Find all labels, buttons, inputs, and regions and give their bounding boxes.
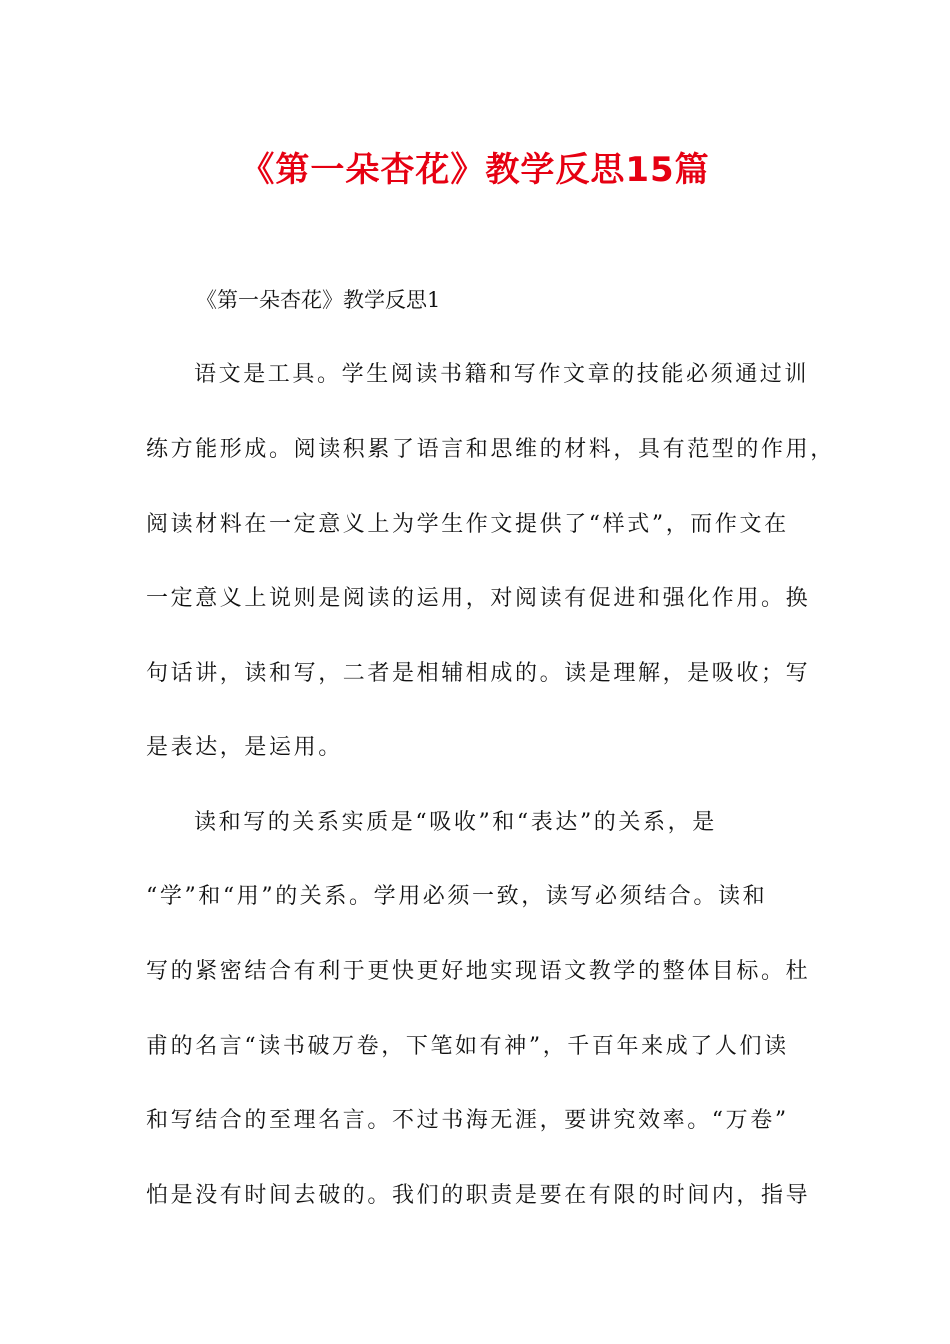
paragraph-1-line: 是表达，是运用。	[146, 735, 343, 760]
document-title: 《第一朵杏花》教学反思15篇	[240, 150, 710, 190]
paragraph-1-line: 阅读材料在一定意义上为学生作文提供了“样式”，而作文在	[146, 512, 789, 537]
paragraph-2-line: 写的紧密结合有利于更快更好地实现语文教学的整体目标。杜	[146, 959, 811, 984]
paragraph-1-line: 练方能形成。阅读积累了语言和思维的材料，具有范型的作用，	[146, 437, 835, 462]
paragraph-2-line: 甫的名言“读书破万卷，下笔如有神”，千百年来成了人们读	[146, 1034, 789, 1059]
paragraph-1-line: 语文是工具。学生阅读书籍和写作文章的技能必须通过训	[194, 362, 810, 387]
paragraph-2-line: 怕是没有时间去破的。我们的职责是要在有限的时间内，指导	[146, 1183, 811, 1208]
paragraph-1-line: 一定意义上说则是阅读的运用，对阅读有促进和强化作用。换	[146, 586, 811, 611]
paragraph-2-line: “学”和“用”的关系。学用必须一致，读写必须结合。读和	[146, 884, 768, 909]
paragraph-1-line: 句话讲，读和写，二者是相辅相成的。读是理解，是吸收；写	[146, 661, 811, 686]
section-heading: 《第一朵杏花》教学反思1	[196, 288, 441, 312]
paragraph-2-line: 读和写的关系实质是“吸收”和“表达”的关系，是	[194, 810, 717, 835]
paragraph-2-line: 和写结合的至理名言。不过书海无涯，要讲究效率。“万卷”	[146, 1108, 789, 1133]
